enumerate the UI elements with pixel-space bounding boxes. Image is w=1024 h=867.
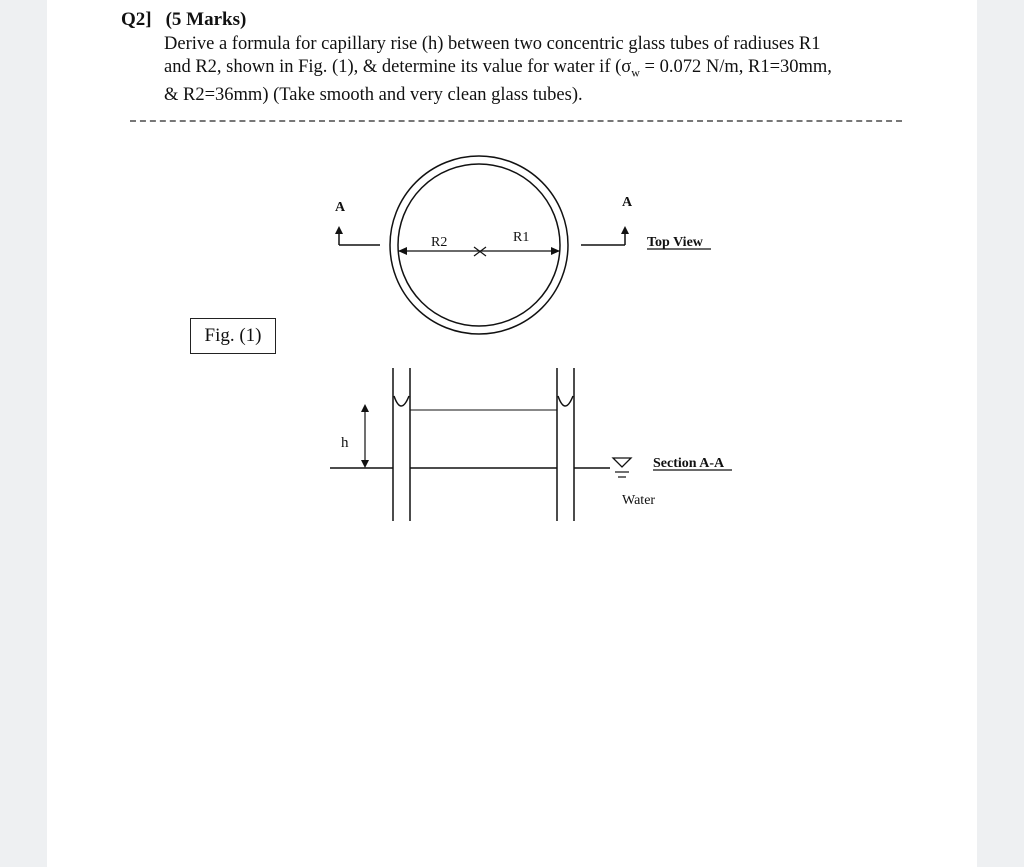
question-marks: (5 Marks) — [165, 9, 247, 30]
arrowhead-left — [398, 247, 407, 255]
meniscus-right — [558, 396, 573, 406]
sigma-subscript: w — [631, 65, 640, 80]
section-marker-right: A — [622, 195, 633, 210]
question-line-2: and R2, shown in Fig. (1), & determine its value for water if ($\sigma_w = 0.072$ N/m, R1=30mm, — [164, 56, 832, 80]
outer-tube-inner-wall — [398, 164, 560, 326]
meniscus-left — [394, 396, 409, 406]
figure-caption: Fig. (1) — [204, 325, 262, 346]
question-line-1: Derive a formula for capillary rise (h) between two concentric glass tubes of radiuses R1 — [164, 34, 821, 54]
top-view-label: Top View — [647, 235, 703, 250]
question-line-3: & R2=36mm) (Take smooth and very clean glass tubes). — [164, 84, 583, 105]
section-arrow-left-head — [335, 226, 343, 234]
section-marker-left: A — [335, 200, 346, 215]
h-arrow-top — [361, 404, 369, 412]
water-label: Water — [622, 493, 656, 508]
h-arrow-bottom — [361, 460, 369, 468]
r1-label: R1 — [513, 230, 530, 245]
water-level-triangle — [613, 458, 631, 467]
outer-tube-outer-wall — [390, 156, 568, 334]
r2-label: R2 — [431, 235, 448, 250]
section-label: Section A-A — [653, 456, 725, 471]
question-number: Q2] — [121, 9, 152, 30]
section-arrow-right-head — [621, 226, 629, 234]
section-view — [330, 368, 732, 521]
arrowhead-right — [551, 247, 560, 255]
h-label: h — [341, 435, 349, 451]
